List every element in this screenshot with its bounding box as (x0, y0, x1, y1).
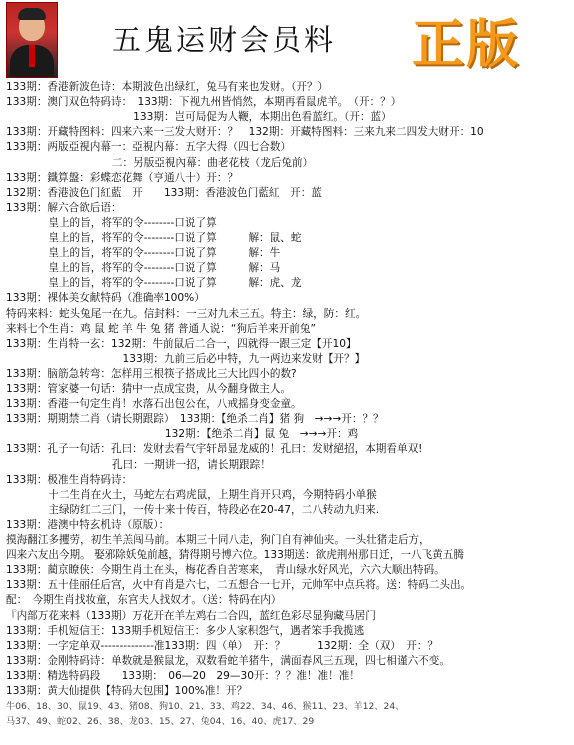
text-line: 133期：蔺京瞭侠：今期生肖土在头，梅花香自苦寒来， 青山绿水好风光，六六大顺出特码。 (6, 564, 445, 577)
text-line: 十二生肖在火土，马蛇左右鸡虎鼠，上期生肖开只鸡，今期特码小单猴 (6, 488, 377, 501)
text-line: 133期：一字定单双--------------准133期：四（单） 开：？ 132期：全（双） 开：？ (6, 639, 438, 652)
text-line: 133期：金刚特码诗：单数就是猴鼠龙，双数看蛇羊猪牛，满面春风三五现，四七相谨六不变。 (6, 654, 450, 667)
page-title: 五鬼运财会员料 (112, 23, 337, 57)
text-line: 133期：鐵算盤：彩蝶恋花舞（亨通八十）开：？ (6, 171, 239, 184)
text-line: 133期：开藏特图料：四来六来一三发大财开：？ 132期：开藏特图料：三来九来二四发大财开：10 (6, 126, 484, 139)
header (0, 0, 574, 78)
text-line: 133期：黄大仙提供【特码大包围】100%准！开？ (6, 685, 248, 697)
text-line: 133期：管家婆一句话：猜中一点成宝贵，从今翻身做主人。 (6, 383, 292, 395)
text-line: 133期：香港一句定生肖！水落石出包公在，八戒摇身变金童。 (6, 398, 302, 411)
text-line: 133期：解六合欲后语： (6, 201, 122, 214)
text-line: 133期：澳门双色特码诗： 133期：下视九州皆悄然，本期再看鼠虎羊。 （开：？） (6, 96, 402, 109)
text-line: 133期：生肖特一玄：132期：牛前鼠后二合一，四就得一跟三定【开10】 (6, 337, 357, 350)
avatar (6, 2, 58, 78)
text-line: 马37、49、蛇02、26、38、龙03、15、27、兔04、16、40、虎17、29 (6, 716, 315, 728)
avatar-tie (29, 45, 35, 67)
text-line: 133期：九前三后必中特，九一两边来发财【开？】 (6, 352, 366, 365)
avatar-hair (18, 8, 46, 20)
genuine-badge: 正版 (412, 14, 521, 75)
text-line: 133期：两版亞視内幕一：亞視内幕：五字大得（四七合数） (6, 141, 292, 154)
text-line: 133期：手机短信王：133期手机短信王：多少人家积怨气，遇者笨手我揽逃 (6, 624, 365, 637)
text-line: 皇上的旨，将军的令--------口说了算 解：鼠、蛇 (6, 232, 302, 244)
text-line: 二：另版亞視內幕：曲老花枝（龙后兔前） (6, 156, 314, 169)
text-line: 特码来料：蛇头兔尾一在九。信封料：一三对九未三五。特主：绿，防：红。 (6, 307, 367, 320)
text-line: 133期：岂可局促为人鞭，本期出色看蓝红。（开：蓝） (6, 111, 392, 124)
text-line: 孔曰：一期讲一招，请长期跟踪！ (6, 458, 271, 471)
text-line: 132期：香港波色门紅藍 开 133期：香港波色门藍紅 开：蓝 (6, 186, 322, 199)
text-line: 配： 今期生肖找妆童，东宫夫人找奴才。（送：特码在内） (6, 594, 282, 607)
text-line: 四来六友出今期。 娶邪除妖兔前越，猜得期号博六位。133期送：欲虎荆州那日迁，一八飞黄五腾 (6, 549, 464, 562)
text-line: 133期：香港新波色诗：本期波色出绿红，兔马有来也发财。（开？） (6, 81, 329, 93)
text-line: 主绿防红二三门，一传十来十传百，特段必在20-47，二八转动九归来. (6, 503, 380, 516)
text-line: 133期：期期禁二肖（请长期跟踪） 133期：【绝杀二肖】猪 狗 →→→开：？？ (6, 413, 384, 426)
text-line: 133期：五十佳丽任后宫，火中有肖是六七，二五想合一七开，元帅军中点兵将。送：特码二头出。 (6, 579, 472, 592)
text-line: 牛06、18、30、鼠19、43、猪08、狗10、21、33、鸡22、34、46、猴11、23、羊12、24、 (6, 701, 405, 713)
text-line: 摸海翻江多攫劳，初生羊羔闯马前。本期三十同八走，狗门自有神仙夹。一头壮猪走后方， (6, 534, 430, 546)
text-line: 133期：极准生肖特码诗： (6, 473, 133, 486)
text-line: 133期：裸体美女献特码（准确率100%） (6, 292, 205, 305)
text-line: 132期：【绝杀二肖】鼠 兔 →→→开：鸡 (6, 428, 359, 441)
text-line: 皇上的旨，将军的令--------口说了算 解：马 (6, 262, 281, 275)
text-line: 133期：精选特码段 133期： 06—20 29—30开：？？准！准！准！ (6, 669, 360, 682)
text-line: 来料七个生肖：鸡 鼠 蛇 羊 牛 兔 猪 普通人说：“狗后羊来开前兔” (6, 322, 316, 335)
text-line: 皇上的旨，将军的令--------口说了算 解：牛 (6, 247, 281, 260)
text-line: 『内部万花来料（133期）万花开在羊左鸡右二合四，蓝红色彩尽显狗藏马居门 (6, 609, 376, 622)
text-line: 133期：脑筋急转弯：怎样用三根筷子搭成比三大比四小的数? (6, 367, 297, 380)
text-line: 皇上的旨，将军的令--------口说了算 (6, 216, 217, 229)
text-line: 133期：港澳中特玄机诗（原版）： (6, 518, 170, 531)
text-line: 133期：孔子一句话：孔曰：发财去看气宇轩昂显龙威的！孔曰：发财絕招，本期看单双! (6, 443, 423, 456)
text-line: 皇上的旨，将军的令--------口说了算 解：虎、龙 (6, 277, 302, 290)
